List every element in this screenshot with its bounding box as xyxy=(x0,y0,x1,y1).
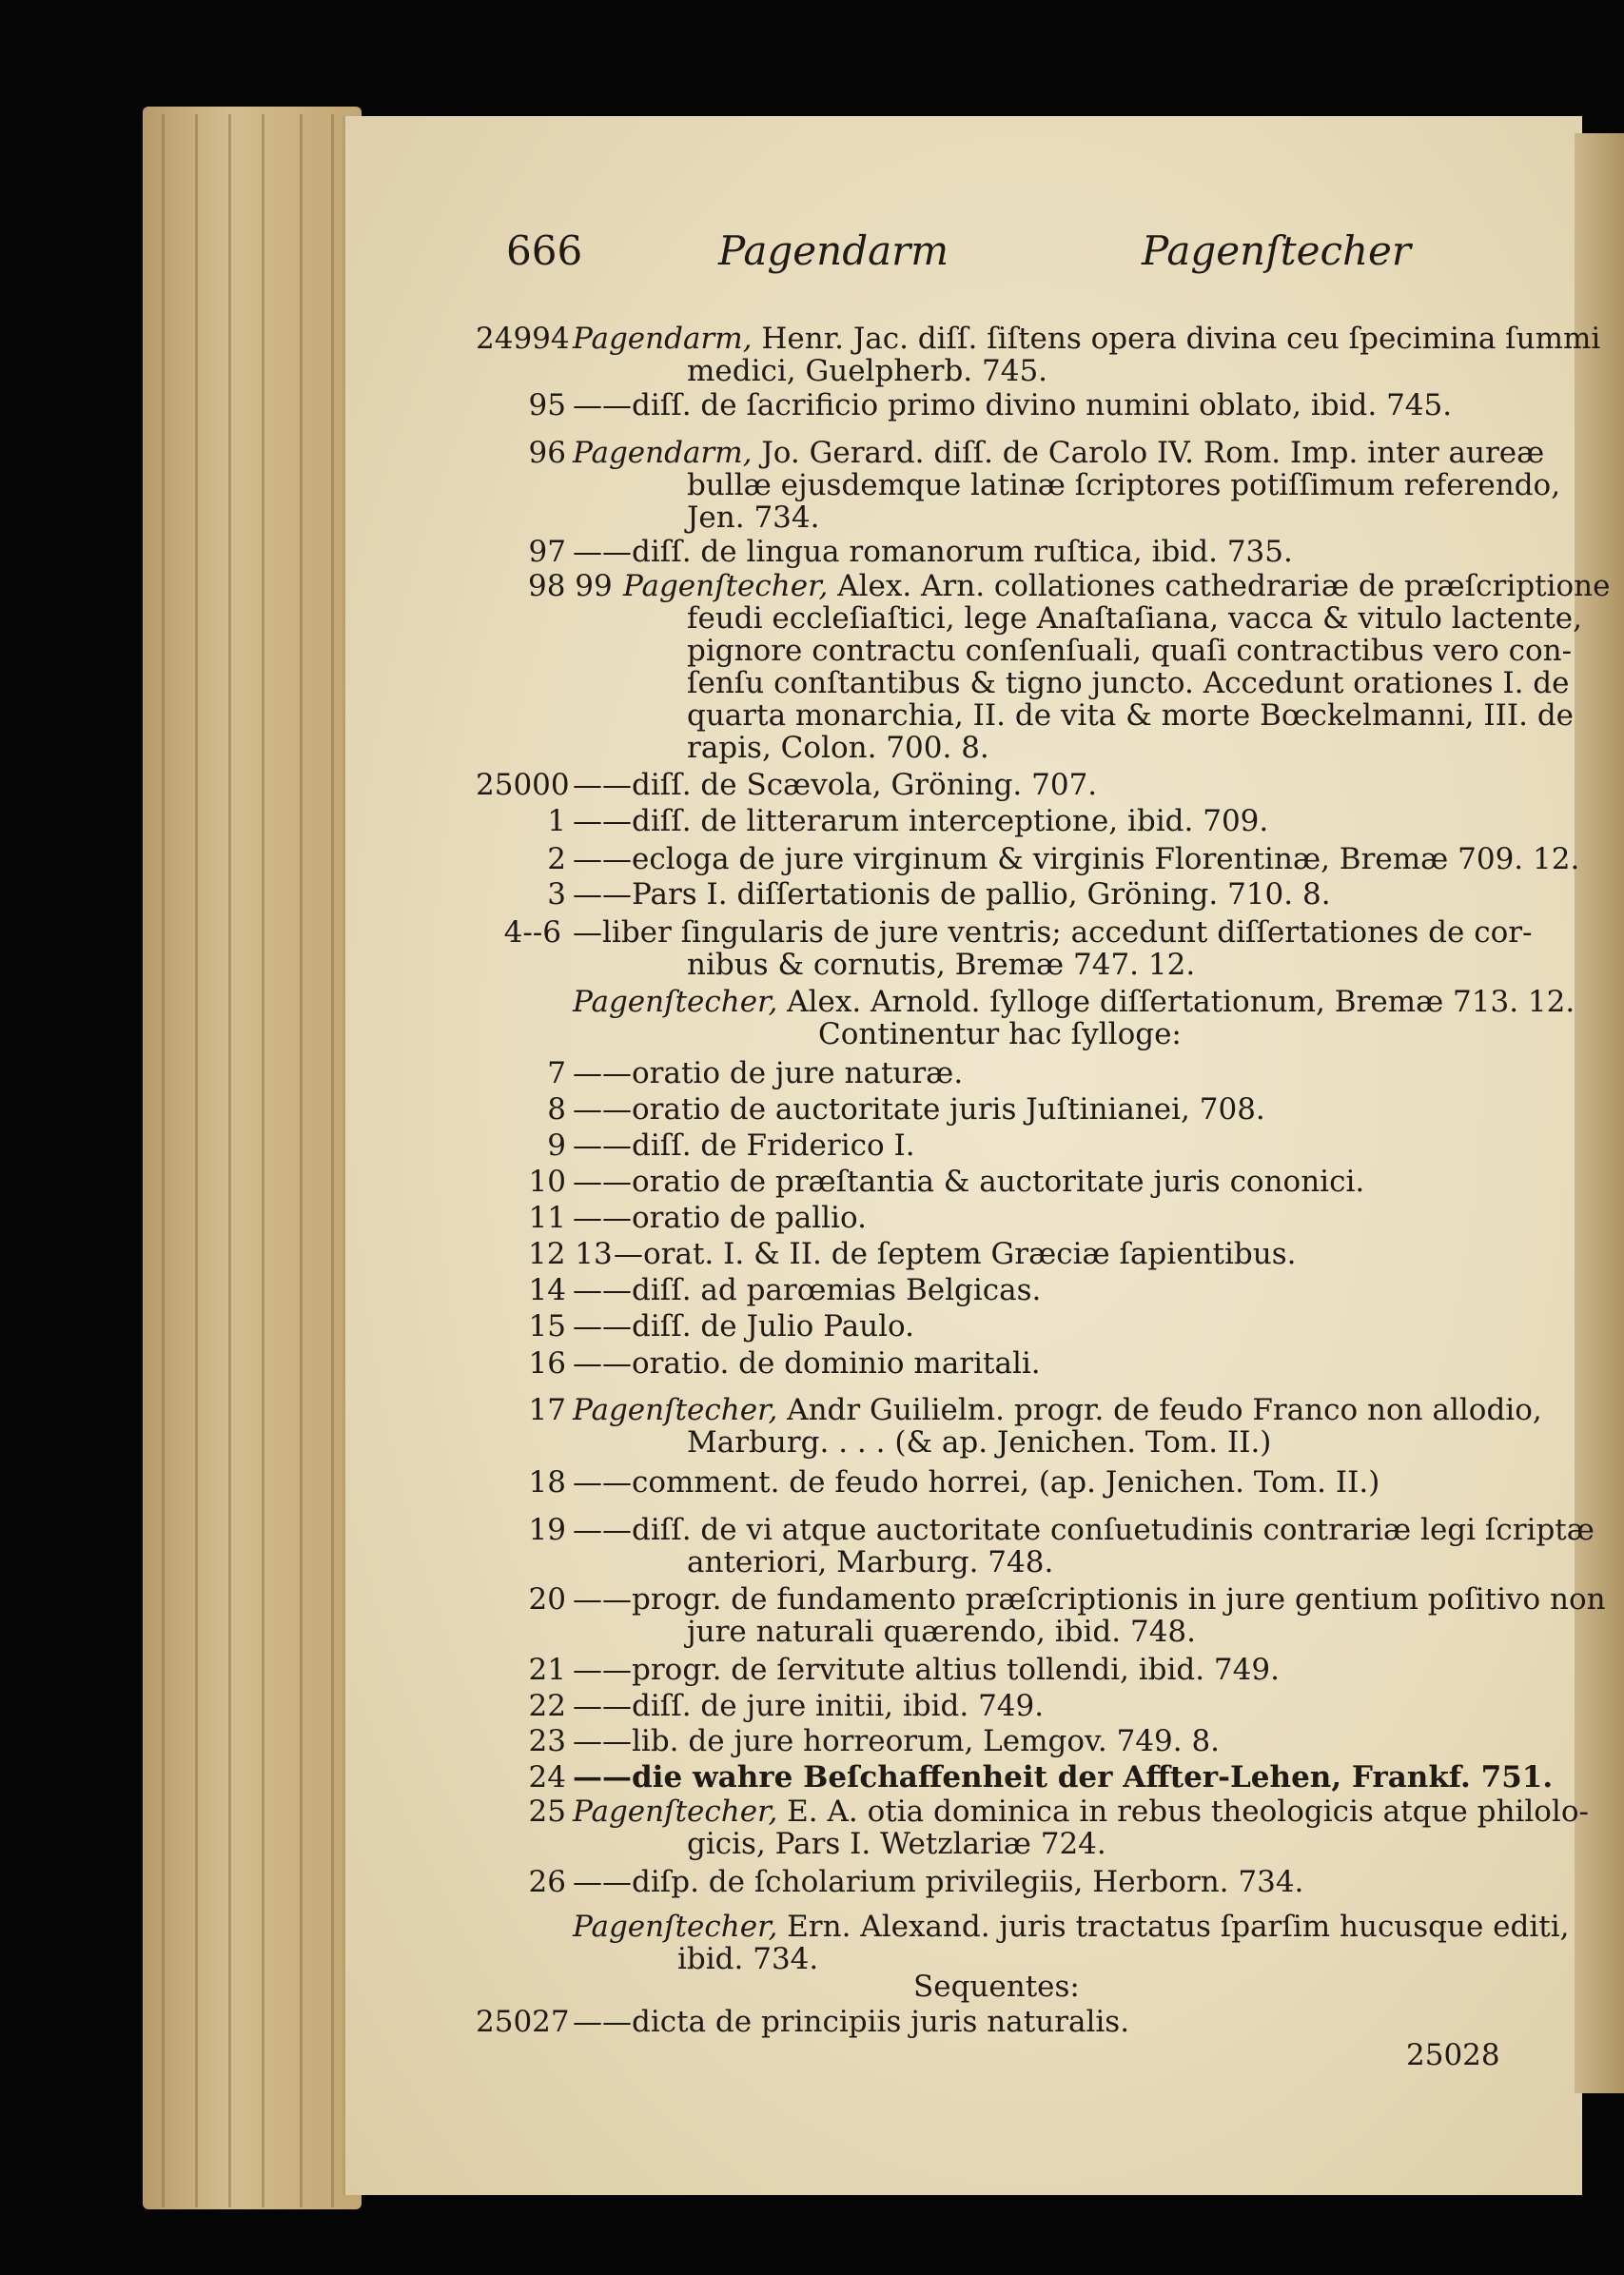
entry-line: ——diſſ. ad parœmias Belgicas. xyxy=(573,1273,1042,1307)
author-name: Pagenſtecher, xyxy=(573,1910,778,1944)
entry-number: 24 xyxy=(528,1760,566,1795)
entry-line: ——comment. de feudo horrei, (ap. Jenichen. Tom. II.) xyxy=(573,1465,1380,1500)
entry-line: ——oratio de auctoritate juris Juſtinianei, 708. xyxy=(573,1092,1265,1127)
entry-number: 98 99 xyxy=(528,569,613,603)
entry-number: 21 xyxy=(528,1653,566,1687)
entry-number: 8 xyxy=(547,1092,566,1127)
entry-line xyxy=(623,569,1610,603)
entry-number: 95 xyxy=(528,388,566,422)
entry-number: 4--6 xyxy=(503,915,561,950)
page-edges xyxy=(143,107,362,2209)
entry-line: —orat. I. & II. de ſeptem Græciæ ſapientibus. xyxy=(614,1237,1297,1271)
catchword: 25028 xyxy=(1406,2038,1500,2072)
entry-line: anteriori, Marburg. 748. xyxy=(687,1545,1054,1579)
entry-line xyxy=(573,322,1600,356)
entry-line: Sequentes: xyxy=(913,1970,1080,2004)
entry-number: 20 xyxy=(528,1582,566,1617)
entry-line: ——oratio de pallio. xyxy=(573,1201,867,1235)
entry-line: quarta monarchia, II. de vita & morte Bœckelmanni, III. de xyxy=(687,698,1575,733)
entry-line: ——diſſ. de lingua romanorum ruſtica, ibid. 735. xyxy=(573,535,1293,569)
entry-text: Alex. Arn. collationes cathedrariæ de præſcriptione xyxy=(828,569,1611,603)
entry-number: 18 xyxy=(528,1465,566,1500)
entry-line xyxy=(573,1795,1589,1829)
entry-line: Continentur hac ſylloge: xyxy=(818,1017,1182,1051)
entry-line: nibus & cornutis, Bremæ 747. 12. xyxy=(687,948,1196,982)
entry-line: feudi eccleſiaſtici, lege Anaſtaſiana, vacca & vitulo lactente, xyxy=(687,601,1582,636)
page-edge-line xyxy=(262,114,264,2207)
entry-text: Alex. Arnold. ſylloge diſſertationum, Bremæ 713. 12. xyxy=(777,985,1575,1019)
right-running-head: Pagenſtecher xyxy=(1142,227,1411,274)
page-edge-line xyxy=(195,114,198,2207)
entry-line: ſenſu conſtantibus & tigno juncto. Accedunt orationes I. de xyxy=(687,666,1570,700)
entry-line: pignore contractu conſenſuali, quaſi contractibus vero con- xyxy=(687,634,1573,668)
entry-line: ——diſſ. de litterarum interceptione, ibid. 709. xyxy=(573,804,1269,838)
entry-number: 23 xyxy=(528,1724,566,1758)
entry-text: Ern. Alexand. juris tractatus ſparſim hucusque editi, xyxy=(777,1910,1570,1944)
entry-line: ——Pars I. diſſertationis de pallio, Gröning. 710. 8. xyxy=(573,877,1331,912)
entry-line: ——ecloga de jure virginum & virginis Florentinæ, Bremæ 709. 12. xyxy=(573,842,1580,876)
entry-number: 25027 xyxy=(476,2005,570,2039)
entry-line: ——die wahre Beſchaffenheit der Affter-Lehen, Frankf. 751. xyxy=(573,1760,1554,1795)
entry-line: ——oratio de præſtantia & auctoritate juris cononici. xyxy=(573,1165,1365,1199)
entry-line: jure naturali quærendo, ibid. 748. xyxy=(687,1615,1196,1649)
entry-number: 12 13 xyxy=(528,1237,613,1271)
entry-line: gicis, Pars I. Wetzlariæ 724. xyxy=(687,1827,1106,1861)
page-edge-line xyxy=(162,114,165,2207)
entry-line: ——progr. de fundamento præſcriptionis in jure gentium poſitivo non xyxy=(573,1582,1606,1617)
entry-line xyxy=(573,1393,1542,1427)
entry-line: ——dicta de principiis juris naturalis. xyxy=(573,2005,1130,2039)
entry-line xyxy=(573,985,1575,1019)
entry-number: 11 xyxy=(528,1201,566,1235)
entry-number: 15 xyxy=(528,1309,566,1343)
entry-line: ——progr. de ſervitute altius tollendi, ibid. 749. xyxy=(573,1653,1280,1687)
entry-line: ——diſſ. de Julio Paulo. xyxy=(573,1309,914,1343)
page-edge-line xyxy=(228,114,231,2207)
entry-number: 22 xyxy=(528,1689,566,1723)
entry-number: 3 xyxy=(547,877,566,912)
entry-line: ——lib. de jure horreorum, Lemgov. 749. 8. xyxy=(573,1724,1221,1758)
entry-line xyxy=(573,436,1544,470)
entry-number: 16 xyxy=(528,1346,566,1381)
entry-line: ——diſſ. de ſacrificio primo divino numini oblato, ibid. 745. xyxy=(573,388,1453,422)
entry-number: 2 xyxy=(547,842,566,876)
entry-number: 19 xyxy=(528,1513,566,1547)
entry-line: ——oratio. de dominio maritali. xyxy=(573,1346,1041,1381)
entry-line: bullæ ejusdemque latinæ ſcriptores potiſſimum referendo, xyxy=(687,468,1561,502)
entry-number: 9 xyxy=(547,1128,566,1163)
author-name: Pagendarm, xyxy=(573,436,753,470)
page-edge-line xyxy=(331,114,334,2207)
entry-number: 24994 xyxy=(476,322,570,356)
entry-number: 17 xyxy=(528,1393,566,1427)
page-number: 666 xyxy=(506,227,583,274)
entry-line: medici, Guelpherb. 745. xyxy=(687,354,1048,388)
entry-number: 96 xyxy=(528,436,566,470)
entry-line: ——diſſ. de vi atque auctoritate conſuetudinis contrariæ legi ſcriptæ xyxy=(573,1513,1595,1547)
entry-number: 14 xyxy=(528,1273,566,1307)
entry-line: ——diſſ. de Friderico I. xyxy=(573,1128,915,1163)
entry-number: 10 xyxy=(528,1165,566,1199)
entry-text: Jo. Gerard. diſſ. de Carolo IV. Rom. Imp. inter aureæ xyxy=(752,436,1545,470)
entry-text: Andr Guilielm. progr. de feudo Franco non allodio, xyxy=(777,1393,1542,1427)
author-name: Pagenſtecher, xyxy=(623,569,829,603)
entry-line: ——diſſ. de Scævola, Gröning. 707. xyxy=(573,768,1098,802)
entry-line: Marburg. . . . (& ap. Jenichen. Tom. II.) xyxy=(687,1425,1272,1460)
left-running-head: Pagendarm xyxy=(718,227,949,274)
entry-number: 97 xyxy=(528,535,566,569)
entry-line: Jen. 734. xyxy=(687,500,820,535)
entry-text: E. A. otia dominica in rebus theologicis atque philolo- xyxy=(777,1795,1589,1829)
entry-line: ——diſp. de ſcholarium privilegiis, Herborn. 734. xyxy=(573,1865,1304,1899)
entry-line xyxy=(573,1910,1570,1944)
entry-text: Henr. Jac. diſſ. ſiſtens opera divina ceu ſpecimina ſummi xyxy=(752,322,1601,356)
author-name: Pagendarm, xyxy=(573,322,753,356)
author-name: Pagenſtecher, xyxy=(573,985,778,1019)
entry-number: 26 xyxy=(528,1865,566,1899)
entry-line: —liber ſingularis de jure ventris; accedunt diſſertationes de cor- xyxy=(573,915,1533,950)
author-name: Pagenſtecher, xyxy=(573,1795,778,1829)
entry-number: 25 xyxy=(528,1795,566,1829)
author-name: Pagenſtecher, xyxy=(573,1393,778,1427)
entry-number: 1 xyxy=(547,804,566,838)
entry-number: 25000 xyxy=(476,768,570,802)
entry-line: rapis, Colon. 700. 8. xyxy=(687,731,989,765)
entry-line: ibid. 734. xyxy=(677,1942,819,1976)
page-edge-line xyxy=(300,114,303,2207)
entry-line: ——oratio de jure naturæ. xyxy=(573,1056,964,1090)
entry-line: ——diſſ. de jure initii, ibid. 749. xyxy=(573,1689,1045,1723)
entry-number: 7 xyxy=(547,1056,566,1090)
